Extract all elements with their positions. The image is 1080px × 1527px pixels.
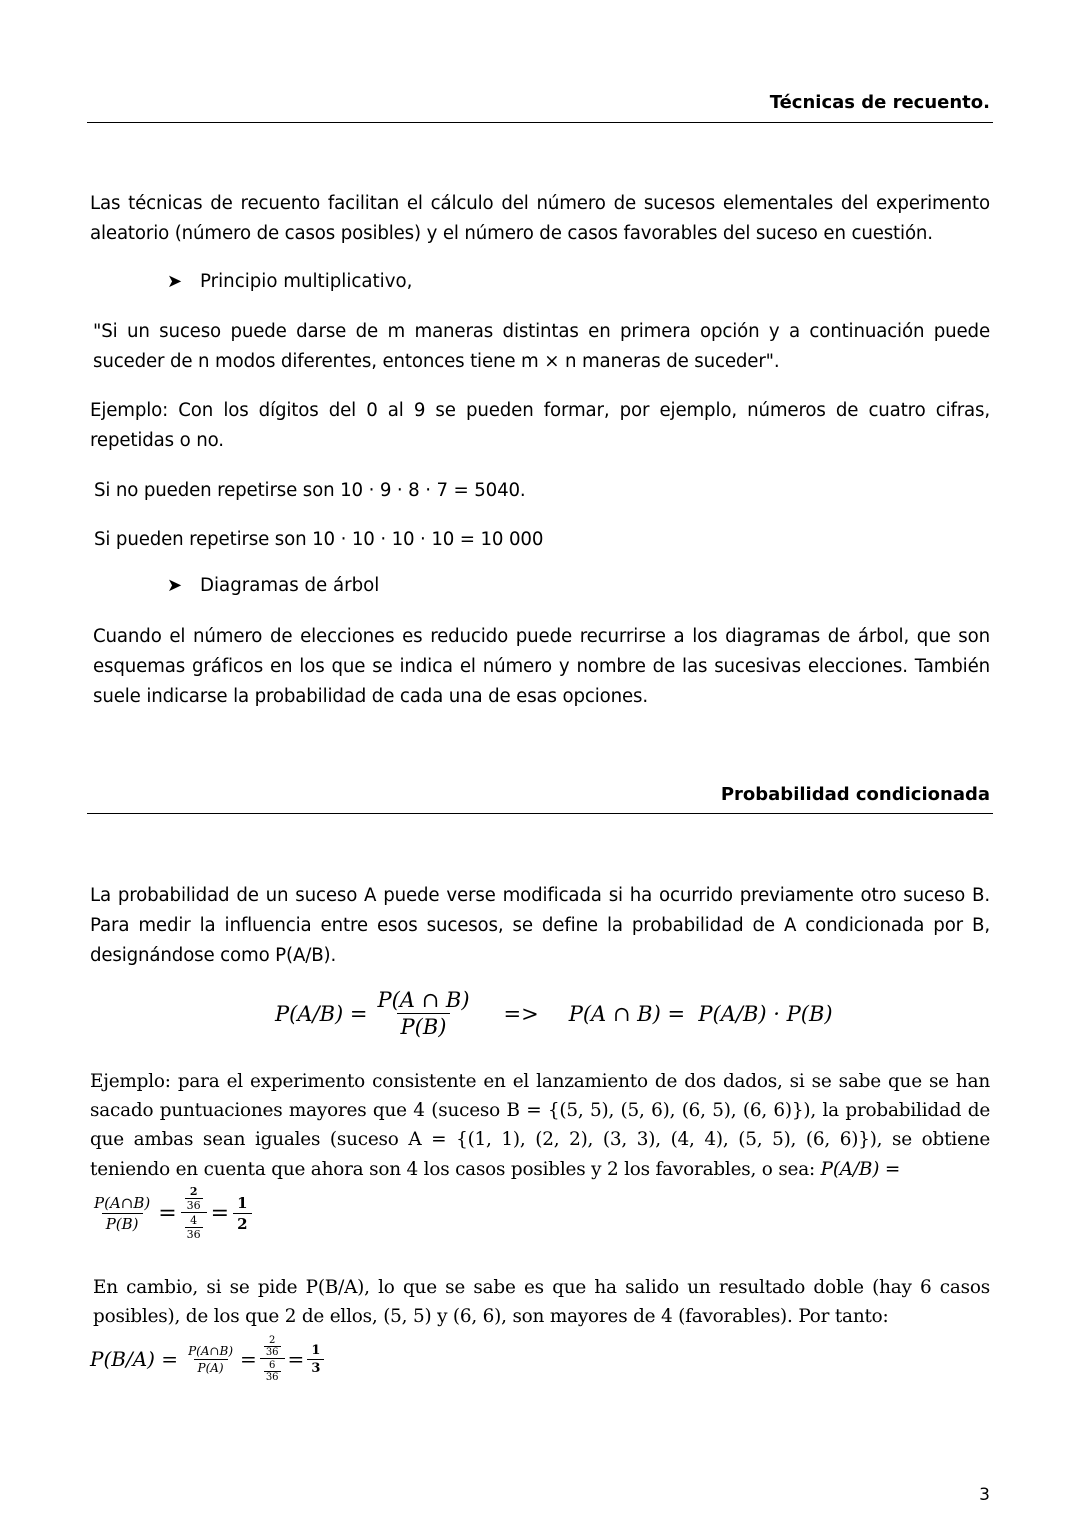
- fraction-numerator: P(A∩B): [188, 1343, 234, 1358]
- arrow-bullet-icon: ➤: [167, 575, 183, 596]
- formula-fraction: [373, 988, 473, 1039]
- section-header-recuento: Técnicas de recuento.: [769, 92, 990, 113]
- compound-numerator: [260, 1335, 285, 1358]
- equals-sign: =: [210, 1200, 230, 1226]
- conditional-formula: [275, 988, 833, 1039]
- formula-lhs: P(A/B) =: [275, 1001, 368, 1026]
- example-digits: Ejemplo: Con los dígitos del 0 al 9 se pueden formar, por ejemplo, números de cuatro cifras, repetidas o no.: [90, 400, 990, 451]
- result-denominator: 3: [307, 1359, 324, 1376]
- header-rule: [87, 122, 993, 123]
- dice-fraction-result: [90, 1185, 252, 1241]
- example-dice-tail: P(A/B) =: [820, 1158, 901, 1180]
- fraction-result: [233, 1194, 251, 1233]
- fraction-compound: [260, 1335, 285, 1383]
- example-dice: [90, 1067, 990, 1184]
- page-number: 3: [979, 1485, 990, 1505]
- conditional-intro: La probabilidad de un suceso A puede verse modificada si ha ocurrido previamente otro suceso B. Para medir la influencia entre esos sucesos, se define la probabilidad de A condicionada por B, designándose como P(A/B).: [90, 885, 990, 966]
- inner-den-num: 6: [268, 1360, 276, 1371]
- fraction-compound: [181, 1185, 207, 1241]
- equals-sign: =: [287, 1347, 305, 1371]
- fraction-pab-pa: [184, 1344, 237, 1375]
- formula-denominator: P(B): [397, 1013, 451, 1039]
- inner-num-den: 36: [186, 1199, 201, 1212]
- fraction-denominator: P(B): [102, 1213, 143, 1233]
- fraction-denominator: P(A): [194, 1359, 228, 1375]
- tree-diagram-paragraph: Cuando el número de elecciones es reducido puede recurrirse a los diagramas de árbol, que son esquemas gráficos en los que se indica el número y nombre de las sucesivas elecciones. También suele indicarse la probabilidad de cada una de esas opciones.: [93, 626, 990, 707]
- fraction-pab: [90, 1194, 154, 1233]
- inner-den-den: 36: [265, 1372, 279, 1383]
- no-repeat-line: Si no pueden repetirse son 10 · 9 · 8 · 7 = 5040.: [94, 480, 526, 501]
- formula-numerator: P(A ∩ B): [377, 988, 470, 1012]
- principle-quote: "Si un suceso puede darse de m maneras distintas en primera opción y a continuación puede suceder de n modos diferentes, entonces tiene m × n maneras de suceder".: [93, 321, 990, 372]
- pba-lhs: P(B/A) =: [90, 1347, 179, 1371]
- inner-num-num: 2: [189, 1185, 198, 1198]
- example-pba: En cambio, si se pide P(B/A), lo que se sabe es que ha salido un resultado doble (hay 6 casos posibles), de los que 2 de ellos, (5, 5) y (6, 6), son mayores de 4 (favorables). Por tanto:: [93, 1277, 990, 1328]
- bullet-label: Principio multiplicativo,: [200, 271, 413, 292]
- section-header-condicionada: Probabilidad condicionada: [720, 784, 990, 805]
- fraction-result: [307, 1343, 324, 1376]
- compound-denominator: [260, 1358, 285, 1383]
- result-numerator: 1: [237, 1193, 248, 1212]
- equals-sign: =: [240, 1347, 257, 1371]
- arrow-bullet-icon: ➤: [167, 271, 183, 292]
- inner-den-num: 4: [190, 1214, 198, 1227]
- compound-numerator: [181, 1185, 207, 1212]
- formula-rhs: P(A ∩ B) = P(A/B) · P(B): [568, 1001, 833, 1026]
- formula-implies: =>: [503, 1001, 539, 1026]
- result-denominator: 2: [233, 1213, 251, 1233]
- bullet-label: Diagramas de árbol: [200, 575, 380, 596]
- result-numerator: 1: [311, 1342, 321, 1358]
- header-rule: [87, 813, 993, 814]
- bullet-principio: [167, 271, 412, 292]
- repeat-line: Si pueden repetirse son 10 · 10 · 10 · 10 = 10 000: [94, 529, 544, 550]
- inner-num-num: 2: [268, 1335, 276, 1346]
- inner-num-den: 36: [265, 1347, 279, 1358]
- inner-den-den: 36: [186, 1228, 201, 1241]
- fraction-numerator: P(A∩B): [94, 1193, 151, 1212]
- intro-paragraph: Las técnicas de recuento facilitan el cálculo del número de sucesos elementales del experimento aleatorio (número de casos posibles) y el número de casos favorables del suceso en cuestión.: [90, 193, 990, 244]
- equals-sign: =: [158, 1200, 177, 1226]
- bullet-diagramas: [167, 575, 379, 596]
- compound-denominator: [181, 1212, 207, 1241]
- example-dice-text: Ejemplo: para el experimento consistente en el lanzamiento de dos dados, si se sabe que se han sacado puntuaciones mayores que 4 (suceso B = {(5, 5), (5, 6), (6, 5), (6, 6)}), la probabilidad de que ambas sean iguales (suceso A = {(1, 1), (2, 2), (3, 3), (4, 4), (5, 5), (6, 6)}), se obtiene teniendo en cuenta que ahora son 4 los casos posibles y 2 los favorables, o sea:: [90, 1071, 990, 1180]
- pba-fraction-result: [90, 1335, 324, 1383]
